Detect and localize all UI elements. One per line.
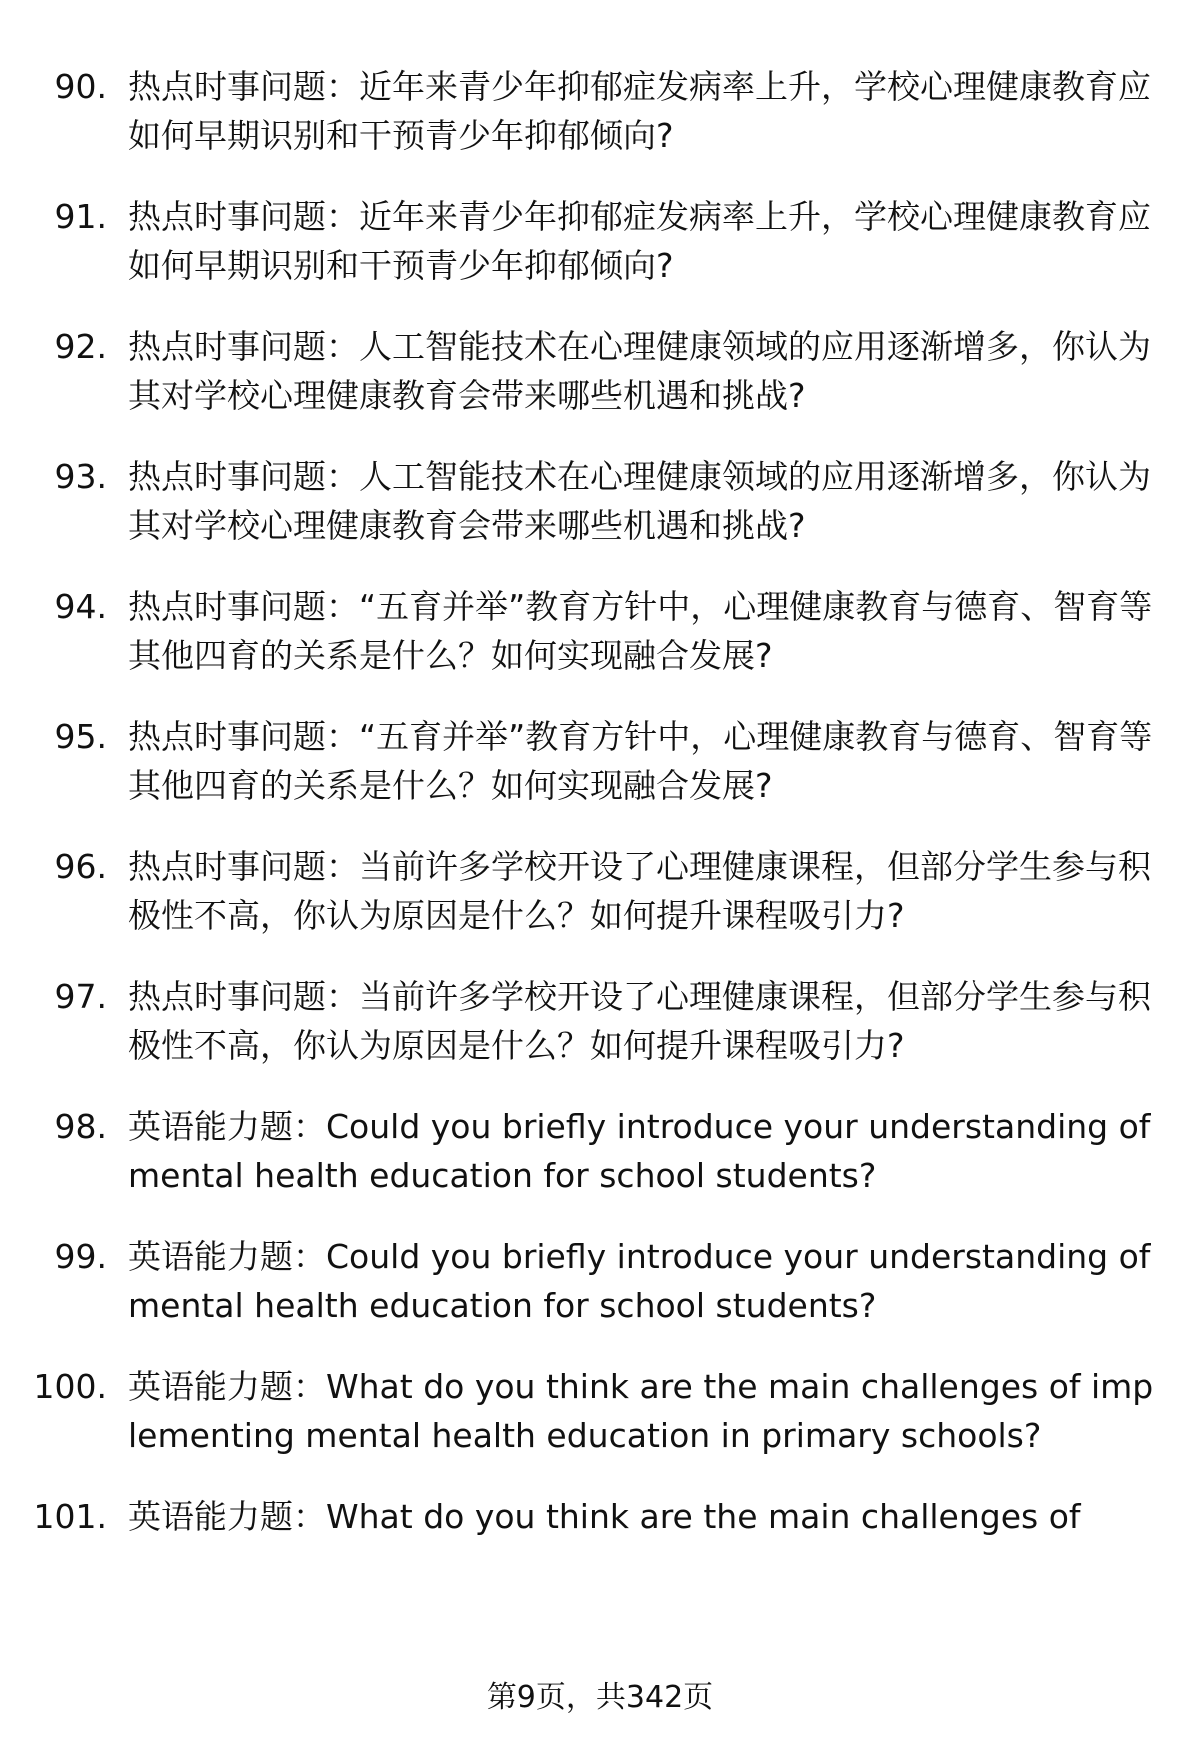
question-number: 93. bbox=[54, 457, 107, 496]
question-category: 热点时事问题： bbox=[128, 847, 359, 886]
question-item bbox=[0, 1232, 1200, 1330]
question-number: 101. bbox=[33, 1497, 107, 1536]
question-text: What do you think are the main challenges of implementing mental health education in primary schools? bbox=[128, 1367, 1154, 1455]
question-list bbox=[0, 62, 1200, 1573]
question-number: 100. bbox=[33, 1367, 107, 1406]
question-body bbox=[128, 1362, 1158, 1460]
question-text: 近年来青少年抑郁症发病率上升，学校心理健康教育应如何早期识别和干预青少年抑郁倾向? bbox=[128, 197, 1151, 285]
question-text: 当前许多学校开设了心理健康课程，但部分学生参与积极性不高，你认为原因是什么？如何提升课程吸引力? bbox=[128, 847, 1151, 935]
question-body bbox=[128, 842, 1158, 940]
question-text: “五育并举”教育方针中，心理健康教育与德育、智育等其他四育的关系是什么？如何实现融合发展? bbox=[128, 587, 1153, 675]
question-body bbox=[128, 452, 1158, 550]
question-body bbox=[128, 712, 1158, 810]
question-body bbox=[128, 1492, 1158, 1541]
question-item bbox=[0, 322, 1200, 420]
question-body bbox=[128, 192, 1158, 290]
page-number-label: 第9页，共342页 bbox=[486, 1680, 714, 1715]
question-text: Could you briefly introduce your understanding of mental health education for school students? bbox=[128, 1107, 1151, 1195]
question-item bbox=[0, 972, 1200, 1070]
question-category: 热点时事问题： bbox=[128, 717, 359, 756]
page-footer bbox=[0, 1678, 1200, 1718]
question-category: 英语能力题： bbox=[128, 1237, 326, 1276]
question-item bbox=[0, 842, 1200, 940]
question-number: 92. bbox=[54, 327, 107, 366]
question-category: 热点时事问题： bbox=[128, 67, 359, 106]
question-number: 95. bbox=[54, 717, 107, 756]
question-category: 英语能力题： bbox=[128, 1367, 326, 1406]
question-item bbox=[0, 192, 1200, 290]
question-category: 英语能力题： bbox=[128, 1107, 326, 1146]
question-item bbox=[0, 712, 1200, 810]
question-category: 热点时事问题： bbox=[128, 197, 359, 236]
question-category: 热点时事问题： bbox=[128, 587, 359, 626]
question-text: 人工智能技术在心理健康领域的应用逐渐增多，你认为其对学校心理健康教育会带来哪些机遇和挑战? bbox=[128, 327, 1151, 415]
question-text: 近年来青少年抑郁症发病率上升，学校心理健康教育应如何早期识别和干预青少年抑郁倾向? bbox=[128, 67, 1151, 155]
question-category: 热点时事问题： bbox=[128, 457, 359, 496]
question-category: 热点时事问题： bbox=[128, 977, 359, 1016]
question-body bbox=[128, 62, 1158, 160]
question-category: 英语能力题： bbox=[128, 1497, 326, 1536]
question-body bbox=[128, 972, 1158, 1070]
question-text: 人工智能技术在心理健康领域的应用逐渐增多，你认为其对学校心理健康教育会带来哪些机遇和挑战? bbox=[128, 457, 1151, 545]
question-body bbox=[128, 1102, 1158, 1200]
question-number: 98. bbox=[54, 1107, 107, 1146]
question-number: 94. bbox=[54, 587, 107, 626]
question-item bbox=[0, 1102, 1200, 1200]
question-text: What do you think are the main challenges of bbox=[326, 1497, 1081, 1536]
question-number: 91. bbox=[54, 197, 107, 236]
question-text: Could you briefly introduce your understanding of mental health education for school students? bbox=[128, 1237, 1151, 1325]
question-body bbox=[128, 1232, 1158, 1330]
question-item bbox=[0, 452, 1200, 550]
question-item bbox=[0, 62, 1200, 160]
question-text: “五育并举”教育方针中，心理健康教育与德育、智育等其他四育的关系是什么？如何实现融合发展? bbox=[128, 717, 1153, 805]
question-category: 热点时事问题： bbox=[128, 327, 359, 366]
question-item bbox=[0, 582, 1200, 680]
question-item bbox=[0, 1362, 1200, 1460]
question-text: 当前许多学校开设了心理健康课程，但部分学生参与积极性不高，你认为原因是什么？如何提升课程吸引力? bbox=[128, 977, 1151, 1065]
question-body bbox=[128, 582, 1158, 680]
question-item bbox=[0, 1492, 1200, 1541]
question-number: 90. bbox=[54, 67, 107, 106]
question-number: 97. bbox=[54, 977, 107, 1016]
question-number: 96. bbox=[54, 847, 107, 886]
question-body bbox=[128, 322, 1158, 420]
question-number: 99. bbox=[54, 1237, 107, 1276]
